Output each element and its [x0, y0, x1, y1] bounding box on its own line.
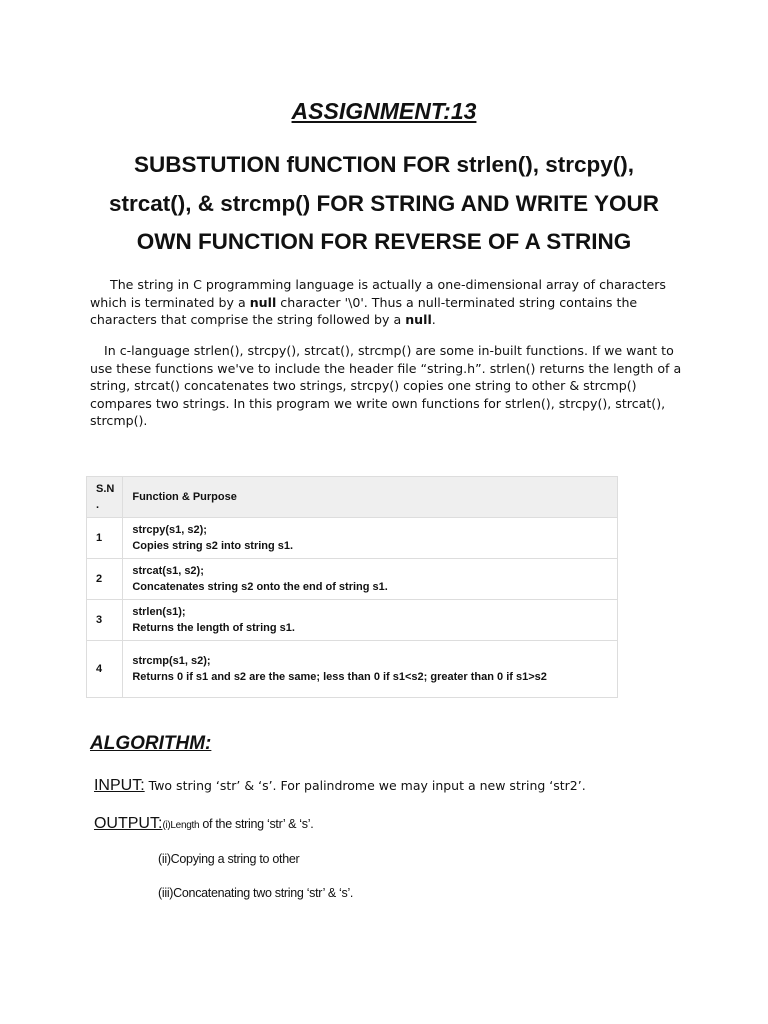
row-func: strlen(s1); [132, 606, 186, 618]
bold-text: null [405, 312, 432, 327]
row-content [123, 600, 618, 641]
row-desc: Returns 0 if s1 and s2 are the same; less than 0 if s1<s2; greater than 0 if s1>s2 [132, 671, 547, 683]
row-desc: Concatenates string s2 onto the end of string s1. [132, 581, 388, 593]
functions-table [86, 476, 618, 698]
row-func: strcpy(s1, s2); [132, 524, 207, 536]
algorithm-heading: ALGORITHM: [90, 733, 212, 754]
table-row [87, 559, 618, 600]
row-desc: Returns the length of string s1. [132, 622, 295, 634]
heading-line: SUBSTUTION fUNCTION FOR strlen(), strcpy(), [133, 152, 634, 177]
header-sn: S.N . [87, 477, 123, 518]
intro-paragraph [90, 276, 682, 329]
table-row [87, 641, 618, 698]
input-text: Two string ‘str’ & ‘s’. For palindrome we may input a new string ‘str2’. [148, 778, 586, 793]
row-func: strcat(s1, s2); [132, 565, 204, 577]
text: The string in C programming language is actually a one-dimensional array of characters which is terminated by a [90, 277, 666, 310]
text: . [431, 312, 436, 327]
row-content [123, 518, 618, 559]
assignment-title: ASSIGNMENT:13 [291, 98, 477, 124]
output-2: (ii)Copying a string to other [158, 852, 300, 866]
row-content [123, 641, 618, 698]
functions-paragraph: In c-language strlen(), strcpy(), strcat(), strcmp() are some in-built functions. If we want to use these functions we've to include the header file “string.h”. strlen() returns the length of a string, strcat() concatenates two strings, strcpy() copies one string to other & strcmp() compares two strings. In this program we write own functions for strlen(), strcpy(), strcat(), strcmp(). [90, 343, 682, 428]
table-row [87, 518, 618, 559]
table-row [87, 600, 618, 641]
output-line [90, 815, 313, 833]
input-line [90, 777, 586, 795]
text: character '\0'. Thus a null-terminated string contains the characters that comprise the string followed by a [90, 294, 638, 327]
output-label: OUTPUT: [93, 815, 163, 832]
output-1-rest: of the string ‘str’ & ‘s’. [199, 817, 314, 831]
output-1-prefix: (i)Length [162, 820, 200, 831]
heading-line: strcat(), & strcmp() FOR STRING AND WRITE YOUR [108, 190, 660, 216]
input-label: INPUT: [93, 777, 145, 794]
output-3: (iii)Concatenating two string ‘str’ & ‘s’. [158, 886, 354, 900]
table-header-row [87, 477, 618, 518]
header-function: Function & Purpose [123, 477, 618, 518]
heading-line: OWN FUNCTION FOR REVERSE OF A STRING [136, 229, 632, 254]
row-desc: Copies string s2 into string s1. [132, 540, 294, 552]
bold-text: null [249, 294, 277, 310]
row-content [123, 559, 618, 600]
row-sn: 2 [87, 559, 123, 600]
row-sn: 3 [87, 600, 123, 641]
assignment-heading [60, 146, 708, 262]
row-sn: 4 [87, 641, 123, 698]
row-sn: 1 [87, 518, 123, 559]
row-func: strcmp(s1, s2); [132, 655, 211, 667]
